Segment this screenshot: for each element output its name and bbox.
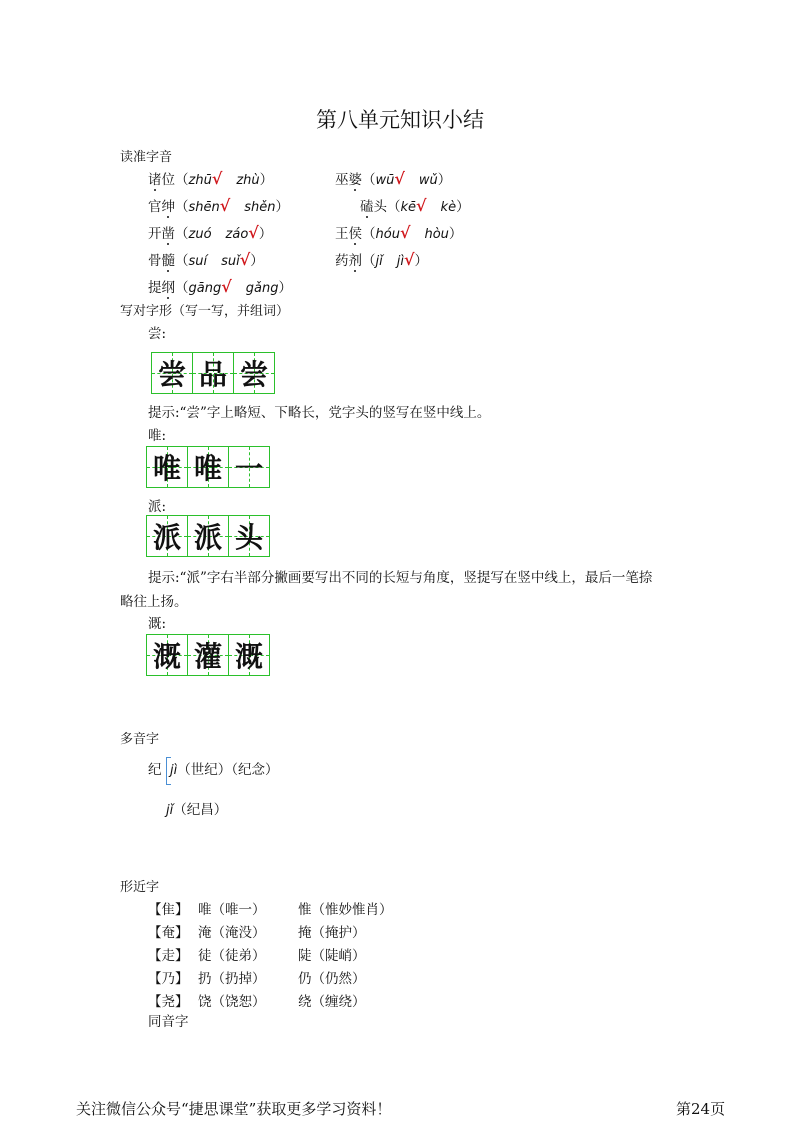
similar-pair-b: 陡（陡峭） [298,948,366,964]
similar-pair-b: 绕（缠绕） [298,994,366,1010]
grid-cell [152,353,192,393]
similar-root: 【走】 [148,948,189,964]
pronunciation-word [335,172,362,188]
pronunciation-word [148,280,175,296]
check-mark: √ [399,223,411,242]
grid-char: 派 [193,521,222,554]
polyphone-reading-1 [170,758,278,778]
pinyin-option-b: suǐ [221,254,240,269]
grid-cell [187,516,228,556]
char-label-wei: 唯: [148,428,167,444]
polyphone-pinyin: jǐ [166,803,174,818]
polyphone-char: 纪 [148,762,162,778]
tip-pai-line1: 提示:“派”字右半部分撇画要写出不同的长短与角度，竖提写在竖中线上，最后一笔捺 [148,570,653,586]
dotted-char: 髓 [161,253,175,269]
dotted-char: 诸 [148,172,162,188]
grid-cell [228,447,269,487]
grid-char: 唯 [193,452,222,485]
close-paren: ） [414,253,428,269]
word-char: 位 [161,172,175,188]
pronunciation-word [148,199,175,215]
check-mark: √ [219,196,231,215]
section-heading-homophone: 同音字 [148,1014,189,1030]
page-title: 第八单元知识小结 [316,108,484,132]
pronunciation-item [335,222,462,242]
pinyin-option-a: suí [188,254,208,269]
grid-char: 尝 [157,358,186,391]
open-paren: （ [175,253,189,269]
close-paren: ） [259,172,274,188]
pinyin-option-b: wǔ [418,173,438,188]
similar-pair-a: 扔（扔掉） [198,971,266,987]
check-mark: √ [394,169,405,188]
dotted-char: 凿 [161,226,175,242]
pinyin-option-b: záo [225,227,249,242]
similar-pair-a: 徒（徒弟） [198,948,266,964]
grid-char: 一 [234,452,263,485]
pinyin-option-a: kē [400,200,417,215]
similar-pair-b: 仍（仍然） [298,971,366,987]
section-heading-polyphone: 多音字 [120,732,160,747]
open-paren: （ [362,172,376,188]
char-label-chang: 尝: [148,326,167,342]
pronunciation-item [335,249,428,269]
pinyin-option-a: hóu [375,227,400,242]
char-label-gai: 溉: [148,616,167,632]
close-paren: ） [278,280,292,296]
pinyin-option-b: hòu [424,227,449,242]
pinyin-option-b: shěn [244,200,276,215]
check-mark: √ [221,277,232,296]
open-paren: （ [175,226,189,242]
pronunciation-item [335,168,451,188]
grid-char: 溉 [152,640,181,673]
open-paren: （ [175,280,189,296]
pronunciation-word [335,253,362,269]
pinyin-option-a: gāng [188,281,222,296]
word-char: 开 [148,226,162,242]
similar-root: 【乃】 [148,971,189,987]
word-char: 官 [148,199,162,215]
polyphone-pinyin: jì [170,763,178,778]
pinyin-option-a: shēn [188,200,220,215]
similar-pair-a: 淹（淹没） [198,925,266,941]
open-paren: （ [362,253,376,269]
open-paren: （ [362,226,376,242]
grid-char: 头 [234,521,263,554]
pronunciation-word [148,172,175,188]
pinyin-option-a: zhū [188,173,212,188]
pronunciation-item [148,249,264,269]
footer-note: 关注微信公众号“捷思课堂”获取更多学习资料！ [76,1100,392,1118]
writing-grid-gai [146,634,270,676]
similar-pair-b: 掩（掩护） [298,925,366,941]
pronunciation-word [148,226,175,242]
tip-chang: 提示:“尝”字上略短、下略长，党字头的竖写在竖中线上。 [148,405,491,421]
dotted-char: 绅 [161,199,175,215]
dotted-char: 纲 [161,280,175,296]
grid-cell [187,635,228,675]
grid-cell [147,516,187,556]
pronunciation-item [148,276,292,296]
pronunciation-word [148,253,175,269]
grid-char: 溉 [234,640,263,673]
pronunciation-item [148,195,289,215]
open-paren: （ [175,199,189,215]
word-char: 药 [335,253,349,269]
close-paren: ） [250,253,264,269]
similar-pair-a: 唯（唯一） [198,902,266,918]
page-number: 第24页 [676,1100,726,1118]
similar-pair-a: 饶（饶恕） [198,994,266,1010]
writing-grid-wei [146,446,270,488]
close-paren: ） [456,199,470,215]
pinyin-option-a: jǐ [375,254,383,269]
dotted-char: 侯 [348,226,362,242]
polyphone-reading-2 [166,798,227,818]
close-paren: ） [437,172,452,188]
polyphone-words: （纪昌） [173,802,228,818]
grid-char: 品 [198,358,227,391]
word-char: 骨 [148,253,162,269]
word-char: 头 [373,199,387,215]
open-paren: （ [387,199,401,215]
section-heading-writing: 写对字形（写一写，并组词） [120,304,290,319]
char-label-pai: 派: [148,499,167,515]
grid-char: 派 [152,521,181,554]
grid-char: 唯 [152,452,181,485]
dotted-char: 婆 [348,172,362,188]
pinyin-option-a: zuó [188,227,212,242]
check-mark: √ [248,223,259,242]
grid-cell [147,635,187,675]
open-paren: （ [175,172,189,188]
polyphone-words: （世纪）（纪念） [177,762,279,778]
dotted-char: 剂 [348,253,362,269]
grid-cell [192,353,233,393]
pronunciation-item [148,168,273,188]
word-char: 巫 [335,172,349,188]
word-char: 王 [335,226,349,242]
grid-char: 灌 [193,640,222,673]
section-heading-similar: 形近字 [120,880,160,895]
writing-grid-chang [151,352,275,394]
section-heading-pronunciation: 读准字音 [120,150,173,165]
check-mark: √ [416,196,427,215]
grid-char: 尝 [239,358,268,391]
similar-root: 【隹】 [148,902,189,918]
dotted-char: 磕 [360,199,374,215]
pinyin-option-b: kè [440,200,457,215]
similar-pair-b: 惟（惟妙惟肖） [298,902,393,918]
pronunciation-item [360,195,470,215]
similar-root: 【奄】 [148,925,189,941]
word-char: 提 [148,280,162,296]
pronunciation-item [148,222,272,242]
check-mark: √ [403,250,415,269]
pinyin-option-a: wū [375,173,395,188]
grid-cell [147,447,187,487]
close-paren: ） [448,226,463,242]
grid-cell [228,635,269,675]
pinyin-option-b: jì [396,254,404,269]
pronunciation-word [360,199,387,215]
grid-cell [233,353,274,393]
tip-pai-line2: 略往上扬。 [120,594,188,610]
pinyin-option-b: gǎng [245,281,279,296]
similar-root: 【尧】 [148,994,189,1010]
pinyin-option-b: zhù [236,173,260,188]
grid-cell [228,516,269,556]
pronunciation-word [335,226,362,242]
writing-grid-pai [146,515,270,557]
check-mark: √ [239,250,251,269]
close-paren: ） [275,199,290,215]
close-paren: ） [258,226,273,242]
check-mark: √ [211,169,223,188]
grid-cell [187,447,228,487]
